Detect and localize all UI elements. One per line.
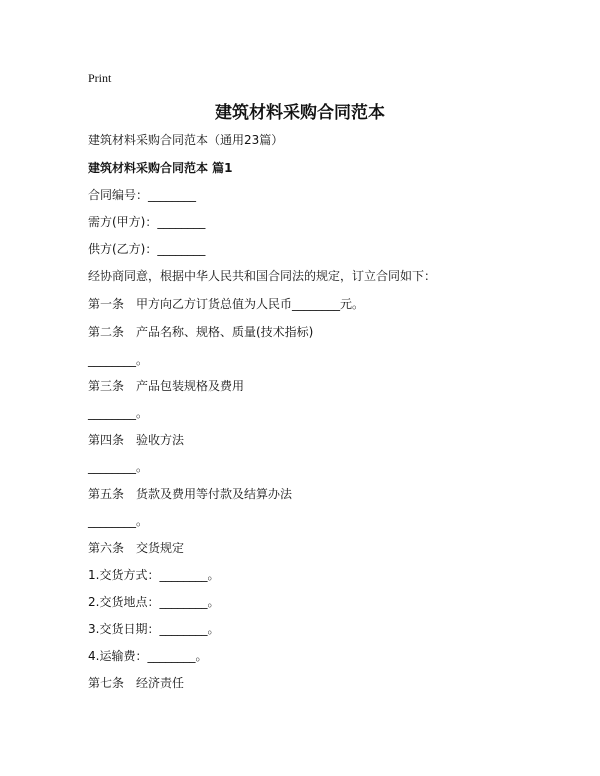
agreement-intro: 经协商同意，根据中华人民共和国合同法的规定，订立合同如下： [88,269,437,283]
article-7: 第七条 经济责任 [88,676,185,690]
delivery-method: 1.交货方式：________。 [88,568,220,582]
seller-line: 供方(乙方)：________ [88,242,206,256]
article-2: 第二条 产品名称、规格、质量(技术指标) [88,325,314,339]
article-5: 第五条 货款及费用等付款及结算办法 [88,487,293,501]
article-6: 第六条 交货规定 [88,541,185,555]
delivery-date: 3.交货日期：________。 [88,622,220,636]
buyer-line: 需方(甲方)：________ [88,215,206,229]
article-1: 第一条 甲方向乙方订货总值为人民币________元。 [88,297,365,311]
article-4: 第四条 验收方法 [88,433,185,447]
delivery-location: 2.交货地点：________。 [88,595,220,609]
document-subtitle: 建筑材料采购合同范本（通用23篇） [88,133,284,147]
print-label: Print [88,71,112,85]
article-4-blank: ________。 [88,460,149,474]
article-3-blank: ________。 [88,406,149,420]
article-3: 第三条 产品包装规格及费用 [88,379,245,393]
article-2-blank: ________。 [88,353,149,367]
document-title: 建筑材料采购合同范本 [215,103,385,123]
shipping-fee: 4.运输费：________。 [88,649,208,663]
article-5-blank: ________。 [88,514,149,528]
section-heading: 建筑材料采购合同范本 篇1 [88,161,233,175]
contract-number-line: 合同编号：________ [88,188,197,202]
